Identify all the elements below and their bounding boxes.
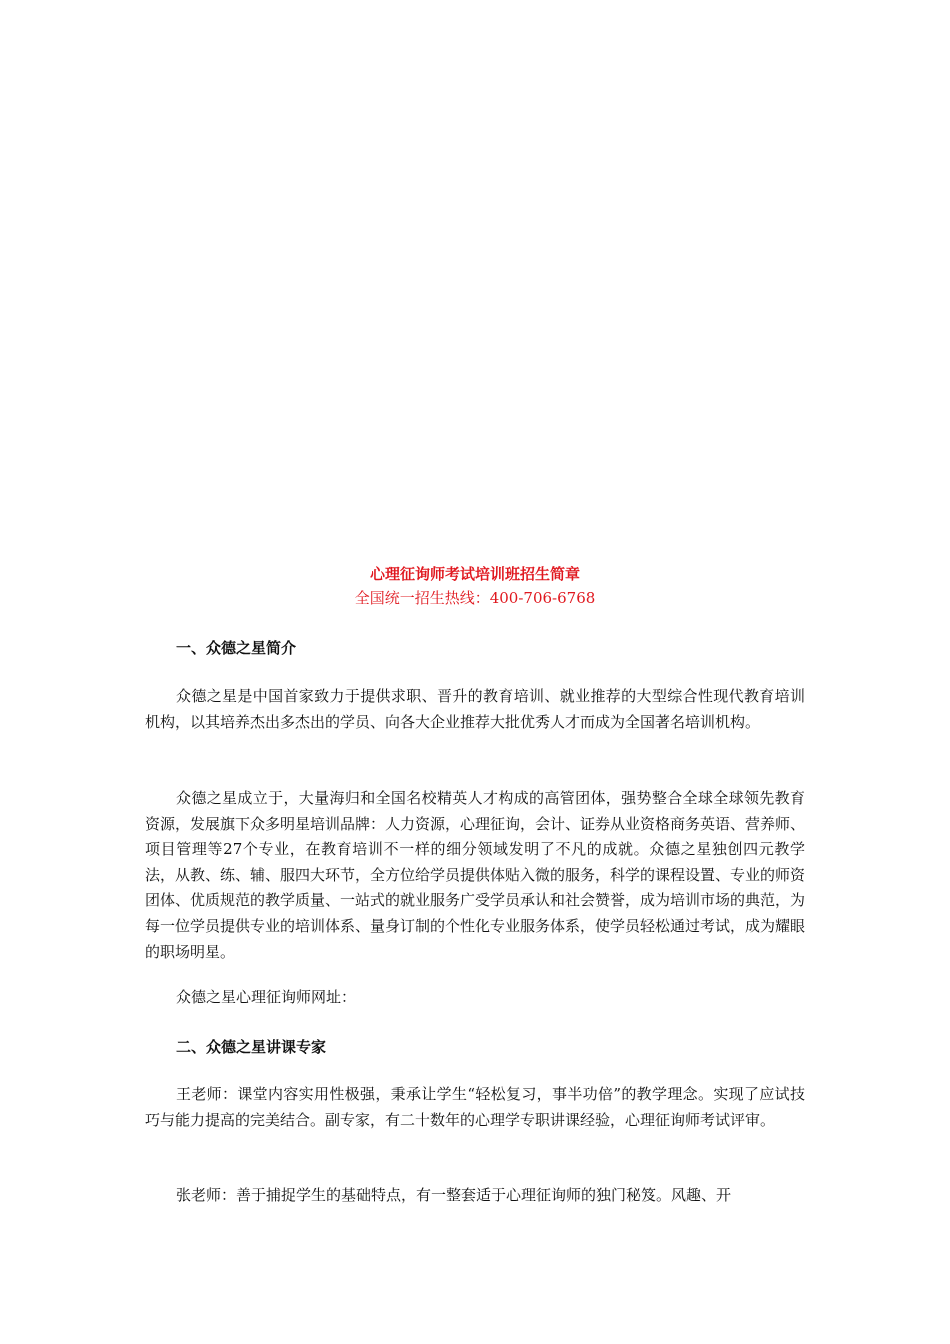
section-heading-intro: 一、众德之星简介 <box>176 639 297 657</box>
hotline-text: 全国统一招生热线：400-706-6768 <box>354 589 596 607</box>
section-heading-experts: 二、众德之星讲课专家 <box>176 1038 327 1056</box>
title-block <box>145 562 805 610</box>
paragraph-intro-2: 众德之星成立于，大量海归和全国名校精英人才构成的高管团体，强势整合全球全球领先教育资源，发展旗下众多明星培训品牌：人力资源，心理征询，会计、证券从业资格商务英语、营养师、项目管理等27个专业，在教育培训不一样的细分领域发明了不凡的成就。众德之星独创四元教学法，从教、练、辅、服四大环节，全方位给学员提供体贴入微的服务，科学的课程设置、专业的师资团体、优质规范的教学质量、一站式的就业服务广受学员承认和社会赞誉，成为培训市场的典范，为每一位学员提供专业的培训体系、量身订制的个性化专业服务体系，使学员轻松通过考试，成为耀眼的职场明星。 <box>145 789 806 961</box>
paragraph-teacher-wang: 王老师：课堂内容实用性极强，秉承让学生“轻松复习，事半功倍”的教学理念。实现了应试技巧与能力提高的完美结合。副专家，有二十数年的心理学专职讲课经验，心理征询师考试评审。 <box>145 1085 805 1129</box>
paragraph-teacher-zhang: 张老师：善于捕捉学生的基础特点，有一整套适于心理征询师的独门秘笈。风趣、开 <box>176 1186 732 1204</box>
document-title: 心理征询师考试培训班招生简章 <box>369 565 580 583</box>
paragraph-website: 众德之星心理征询师网址： <box>176 988 357 1006</box>
paragraph-intro-1: 众德之星是中国首家致力于提供求职、晋升的教育培训、就业推荐的大型综合性现代教育培训机构，以其培养杰出多杰出的学员、向各大企业推荐大批优秀人才而成为全国著名培训机构。 <box>145 687 805 731</box>
